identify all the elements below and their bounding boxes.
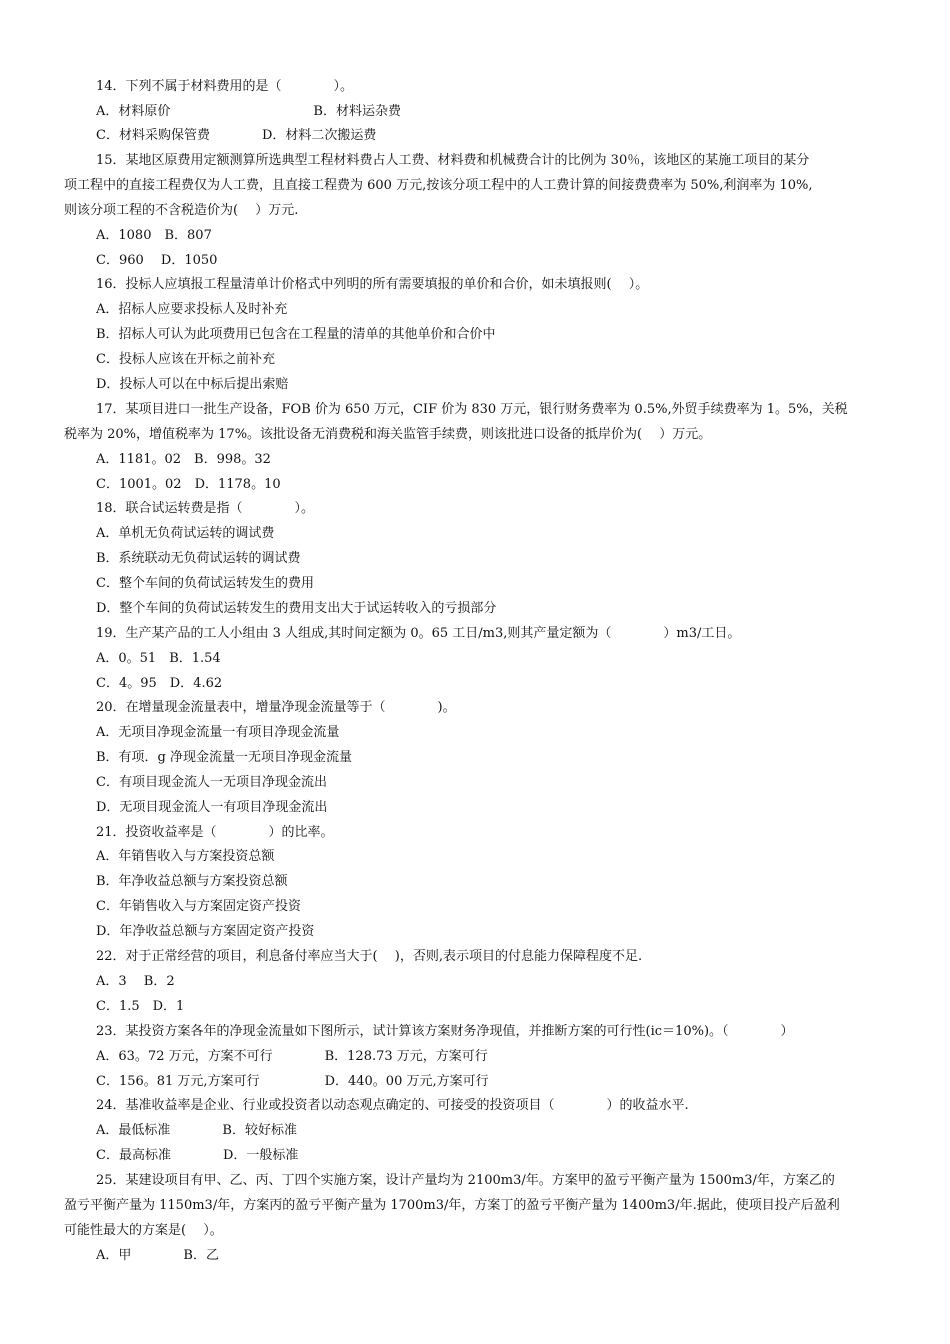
option-line: D．投标人可以在中标后提出索赔 — [96, 377, 289, 392]
question-line: 24．基准收益率是企业、行业或投资者以动态观点确定的、可接受的投资项目（ ）的收益水平. — [96, 1098, 689, 1113]
question-continuation-line: 则该分项工程的不含税造价为( ）万元. — [64, 203, 299, 218]
question-continuation-line: 可能性最大的方案是( ）。 — [64, 1223, 223, 1238]
question-line: 21．投资收益率是（ ）的比率。 — [96, 825, 334, 840]
question-line: 18．联合试运转费是指（ ）。 — [96, 501, 315, 516]
question-line: 22．对于正常经营的项目，利息备付率应当大于( )，否则,表示项目的付息能力保障程度不足. — [96, 949, 643, 964]
option-line: D．年净收益总额与方案固定资产投资 — [96, 924, 315, 939]
option-line: C．投标人应该在开标之前补充 — [96, 352, 275, 367]
option-line: D．整个车间的负荷试运转发生的费用支出大于试运转收入的亏损部分 — [96, 601, 497, 616]
option-line: C．整个车间的负荷试运转发生的费用 — [96, 576, 314, 591]
question-line: 20．在增量现金流量表中，增量净现金流量等于（ )。 — [96, 700, 456, 715]
option-line: C．156。81 万元,方案可行 D．440。00 万元,方案可行 — [96, 1074, 489, 1089]
option-line: A．无项目净现金流量一有项目净现金流量 — [96, 725, 340, 740]
question-line: 25．某建设项目有甲、乙、丙、丁四个实施方案，设计产量均为 2100m3/年。方案甲的盈亏平衡产量为 1500m3/年，方案乙的 — [96, 1173, 835, 1188]
option-line: B．招标人可认为此项费用已包含在工程量的清单的其他单价和合价中 — [96, 327, 496, 342]
option-line: C．有项目现金流人一无项目净现金流出 — [96, 775, 327, 790]
option-line: B．有项．g 净现金流量一无项目净现金流量 — [96, 750, 353, 765]
option-line: A．招标人应要求投标人及时补充 — [96, 302, 288, 317]
option-line: C．960 D．1050 — [96, 253, 218, 268]
option-line: D．无项目现金流人一有项目净现金流出 — [96, 800, 328, 815]
option-line: A．最低标准 B．较好标准 — [96, 1123, 297, 1138]
option-line: B．系统联动无负荷试运转的调试费 — [96, 551, 301, 566]
option-line: A．1181。02 B．998。32 — [96, 452, 271, 467]
option-line: C．年销售收入与方案固定资产投资 — [96, 899, 301, 914]
option-line: A．1080 B．807 — [96, 228, 212, 243]
question-line: 23．某投资方案各年的净现金流量如下图所示，试计算该方案财务净现值，并推断方案的可行性(ic＝10%)。（ ） — [96, 1024, 794, 1039]
option-line: A．0。51 B．1.54 — [96, 651, 221, 666]
question-continuation-line: 项工程中的直接工程费仅为人工费，且直接工程费为 600 万元,按该分项工程中的人工费计算的间接费费率为 50%,利润率为 10%, — [64, 178, 813, 193]
question-line: 14．下列不属于材料费用的是（ ）。 — [96, 79, 354, 94]
question-continuation-line: 税率为 20%，增值税率为 17%。该批设备无消费税和海关监管手续费，则该批进口设备的抵岸价为( ）万元。 — [64, 427, 712, 442]
option-line: A．材料原价 B．材料运杂费 — [96, 104, 401, 119]
option-line: C．材料采购保管费 D．材料二次搬运费 — [96, 128, 377, 143]
option-line: C．1.5 D．1 — [96, 999, 185, 1014]
option-line: A．3 B．2 — [96, 974, 175, 989]
question-line: 17．某项目进口一批生产设备，FOB 价为 650 万元，CIF 价为 830 万元，银行财务费率为 0.5%,外贸手续费率为 1。5%，关税 — [96, 402, 848, 417]
question-line: 19．生产某产品的工人小组由 3 人组成,其时间定额为 0。65 工日/m3,则其产量定额为（ ）m3/工日。 — [96, 626, 741, 641]
option-line: A．63。72 万元，方案不可行 B．128.73 万元，方案可行 — [96, 1049, 488, 1064]
question-continuation-line: 盈亏平衡产量为 1150m3/年，方案丙的盈亏平衡产量为 1700m3/年，方案丁的盈亏平衡产量为 1400m3/年.据此，使项目投产后盈利 — [64, 1198, 840, 1213]
option-line: A．甲 B．乙 — [96, 1248, 219, 1263]
option-line: C．1001。02 D．1178。10 — [96, 477, 281, 492]
question-line: 15．某地区原费用定额测算所选典型工程材料费占人工费、材料费和机械费合计的比例为 30％，该地区的某施工项目的某分 — [96, 153, 810, 168]
option-line: C．4。95 D．4.62 — [96, 676, 223, 691]
question-line: 16．投标人应填报工程量清单计价格式中列明的所有需要填报的单价和合价，如未填报则( ）。 — [96, 277, 649, 292]
option-line: C．最高标准 D．一般标准 — [96, 1148, 299, 1163]
option-line: B．年净收益总额与方案投资总额 — [96, 874, 288, 889]
option-line: A．年销售收入与方案投资总额 — [96, 849, 275, 864]
option-line: A．单机无负荷试运转的调试费 — [96, 526, 275, 541]
